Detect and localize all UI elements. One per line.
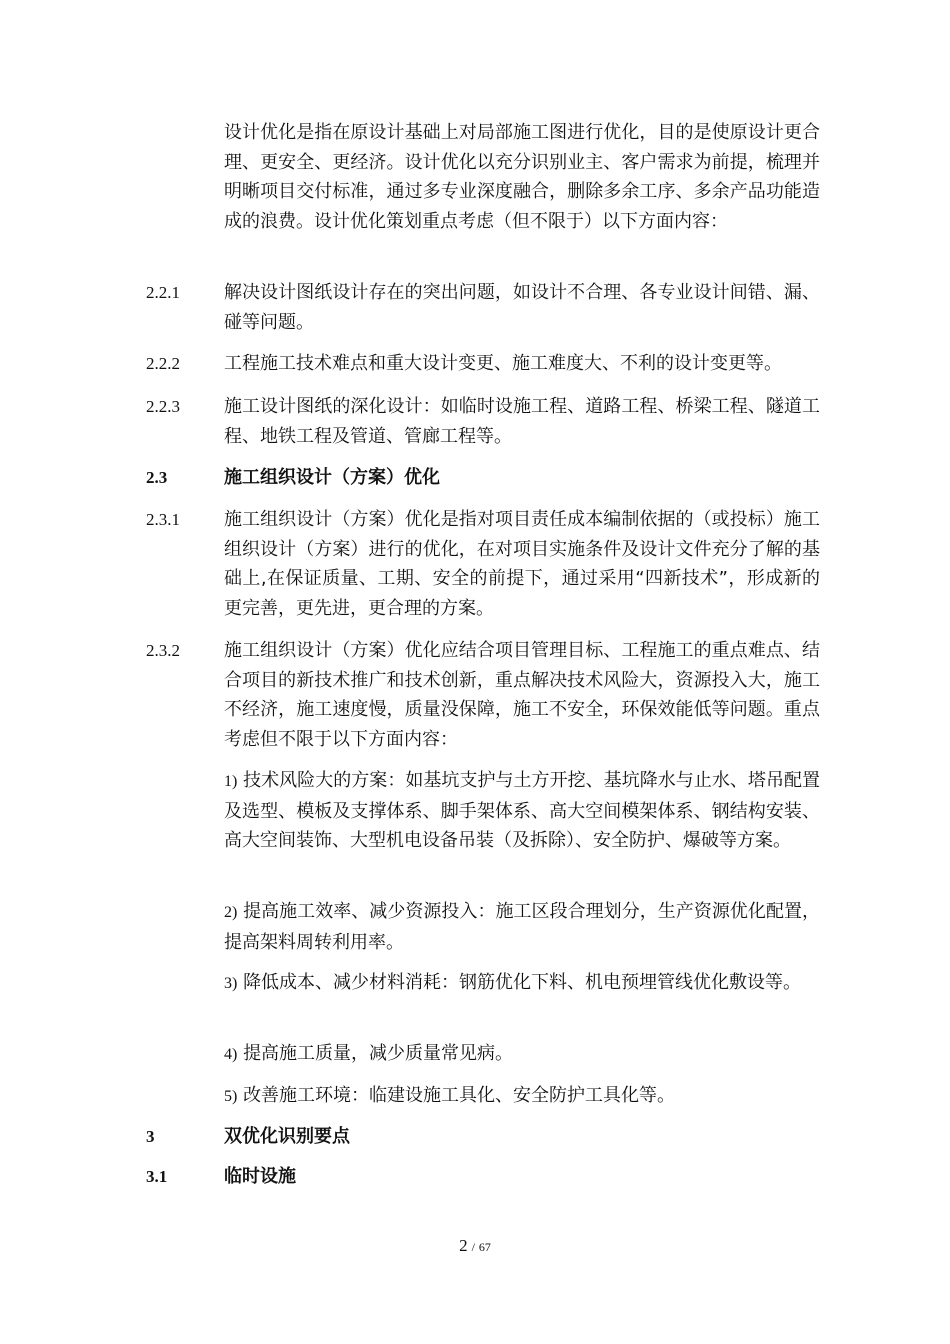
- sub-item-marker: 5): [224, 1088, 238, 1105]
- sub-item-text: 提高施工质量，减少质量常见病。: [243, 1043, 514, 1064]
- page-number-total: 67: [478, 1240, 491, 1254]
- section-heading: 临时设施: [224, 1166, 296, 1187]
- sub-item-text: 改善施工环境：临建设施工具化、安全防护工具化等。: [243, 1085, 676, 1106]
- sub-item-marker: 3): [224, 975, 238, 992]
- section-number: 3: [146, 1127, 155, 1146]
- sub-item: [224, 968, 820, 999]
- intro-paragraph: 设计优化是指在原设计基础上对局部施工图进行优化，目的是使原设计更合理、更安全、更经济。设计优化以充分识别业主、客户需求为前提，梳理并明晰项目交付标准，通过多专业深度融合，删除多余工序、多余产品功能造成的浪费。设计优化策划重点考虑（但不限于）以下方面内容：: [224, 122, 820, 232]
- sub-item-marker: 1): [224, 773, 238, 790]
- item-number: 2.2.2: [146, 354, 180, 373]
- item-text: 工程施工技术难点和重大设计变更、施工难度大、不利的设计变更等。: [224, 353, 782, 374]
- sub-item: [224, 1039, 820, 1070]
- sub-item: [224, 766, 820, 856]
- section-number: 2.3: [146, 468, 168, 487]
- sub-item-text: 技术风险大的方案：如基坑支护与土方开挖、基坑降水与止水、塔吊配置及选型、模板及支撑体系、脚手架体系、高大空间模架体系、钢结构安装、高大空间装饰、大型机电设备吊装（及拆除）、安全防护、爆破等方案。: [224, 770, 820, 851]
- sub-item-text: 降低成本、减少材料消耗：钢筋优化下料、机电预埋管线优化敷设等。: [243, 972, 802, 993]
- item-number: 2.2.3: [146, 397, 180, 416]
- item-number: 2.2.1: [146, 283, 180, 302]
- item-text: 解决设计图纸设计存在的突出问题，如设计不合理、各专业设计间错、漏、碰等问题。: [224, 282, 820, 333]
- section-heading: 施工组织设计（方案）优化: [224, 467, 440, 488]
- item-number: 2.3.1: [146, 510, 180, 529]
- sub-item: [224, 1081, 820, 1112]
- item-text: 施工组织设计（方案）优化应结合项目管理目标、工程施工的重点难点、结合项目的新技术推广和技术创新，重点解决技术风险大，资源投入大，施工不经济，施工速度慢，质量没保障，施工不安全，环保效能低等问题。重点考虑但不限于以下方面内容：: [224, 640, 820, 750]
- page-number-current: 2: [459, 1236, 468, 1255]
- section-number: 3.1: [146, 1167, 168, 1186]
- page-footer: [0, 1236, 950, 1256]
- sub-item-marker: 4): [224, 1046, 238, 1063]
- sub-item-text: 提高施工效率、减少资源投入：施工区段合理划分，生产资源优化配置，提高架料周转利用率。: [224, 901, 820, 953]
- sub-item: [224, 897, 820, 957]
- item-text: 施工设计图纸的深化设计：如临时设施工程、道路工程、桥梁工程、隧道工程、地铁工程及管道、管廊工程等。: [224, 396, 820, 447]
- item-number: 2.3.2: [146, 641, 180, 660]
- section-heading: 双优化识别要点: [224, 1126, 350, 1147]
- page-number-separator: /: [471, 1240, 475, 1254]
- item-text: 施工组织设计（方案）优化是指对项目责任成本编制依据的（或投标）施工组织设计（方案）进行的优化，在对项目实施条件及设计文件充分了解的基础上,在保证质量、工期、安全的前提下，通过采用“四新技术”，形成新的更完善，更先进，更合理的方案。: [224, 509, 820, 619]
- sub-item-marker: 2): [224, 904, 238, 921]
